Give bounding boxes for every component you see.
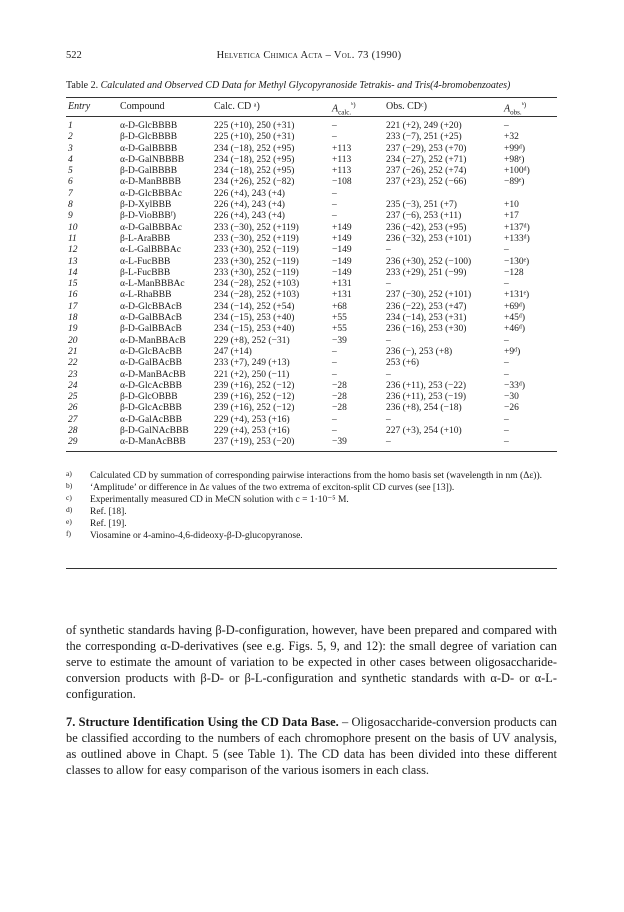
cell-acalc: −149 bbox=[332, 245, 352, 256]
col-compound: Compound bbox=[120, 101, 165, 112]
cell-calc: 234 (−18), 252 (+95) bbox=[214, 166, 295, 177]
cell-obs: 233 (+29), 251 (−99) bbox=[386, 267, 467, 278]
cell-acalc: +55 bbox=[332, 313, 347, 324]
cell-acalc: +55 bbox=[332, 324, 347, 335]
cell-aobs: +46ᵈ) bbox=[504, 324, 525, 335]
cell-compound: α-D-ManBBAcB bbox=[120, 335, 186, 346]
cell-compound: α-D-GlcBBAcB bbox=[120, 301, 182, 312]
cell-compound: β-D-GalNAcBBB bbox=[120, 426, 189, 437]
table-caption bbox=[66, 80, 566, 91]
table-row bbox=[66, 347, 557, 358]
cell-aobs: +17 bbox=[504, 211, 519, 222]
cell-compound: β-D-GlcBBBB bbox=[120, 132, 178, 143]
cell-calc: 247 (+14) bbox=[214, 346, 252, 357]
table-row bbox=[66, 336, 557, 347]
table-row bbox=[66, 166, 557, 177]
cell-entry: 28 bbox=[68, 426, 78, 437]
cell-acalc: – bbox=[332, 414, 337, 425]
cell-obs: 236 (−42), 253 (+95) bbox=[386, 222, 467, 233]
cell-entry: 25 bbox=[68, 392, 78, 403]
cell-entry: 4 bbox=[68, 154, 73, 165]
cell-aobs: −128 bbox=[504, 267, 524, 278]
cell-calc: 233 (+30), 252 (−119) bbox=[214, 256, 299, 267]
col-aobs-symbol: A bbox=[504, 103, 511, 115]
col-acalc-symbol: A bbox=[332, 103, 339, 115]
cell-acalc: −149 bbox=[332, 267, 352, 278]
cell-aobs: +98ᵉ) bbox=[504, 154, 525, 165]
cell-aobs: – bbox=[504, 426, 509, 437]
footnote-text: Viosamine or 4-amino-4,6-dideoxy-β-D-glucopyranose. bbox=[90, 531, 303, 541]
footnote-mark: d) bbox=[66, 505, 73, 514]
col-obs: Obs. CDᶜ) bbox=[386, 101, 427, 112]
table-row bbox=[66, 403, 557, 414]
cell-entry: 20 bbox=[68, 335, 78, 346]
table-row bbox=[66, 257, 557, 268]
footnote-text: Experimentally measured CD in MeCN solution with c = 1·10⁻⁵ M. bbox=[90, 495, 349, 505]
cell-compound: α-D-ManAcBBB bbox=[120, 437, 186, 448]
cell-calc: 233 (+30), 252 (−119) bbox=[214, 267, 299, 278]
cell-aobs: +69ᵈ) bbox=[504, 301, 525, 312]
page-number: 522 bbox=[66, 50, 82, 61]
cell-compound: β-D-GalBBBB bbox=[120, 166, 178, 177]
table-row bbox=[66, 392, 557, 403]
cell-aobs: −30 bbox=[504, 392, 519, 403]
table-row bbox=[66, 189, 557, 200]
cell-calc: 234 (+26), 252 (−82) bbox=[214, 177, 295, 188]
table-row bbox=[66, 121, 557, 132]
cell-compound: β-L-AraBBB bbox=[120, 233, 171, 244]
table-column-headers bbox=[66, 101, 557, 115]
cell-calc: 233 (+7), 249 (+13) bbox=[214, 358, 290, 369]
cell-compound: β-D-XylBBB bbox=[120, 200, 172, 211]
table-row bbox=[66, 268, 557, 279]
table-row bbox=[66, 381, 557, 392]
cell-compound: α-L-FucBBB bbox=[120, 256, 171, 267]
cell-obs: 236 (+30), 252 (−100) bbox=[386, 256, 472, 267]
cell-aobs: – bbox=[504, 245, 509, 256]
cell-compound: α-D-GalBBAcB bbox=[120, 313, 182, 324]
cell-acalc: – bbox=[332, 132, 337, 143]
cell-acalc: +149 bbox=[332, 222, 352, 233]
cell-aobs: – bbox=[504, 369, 509, 380]
section-heading: 7. Structure Identification Using the CD Data Base. bbox=[66, 715, 339, 729]
table-row bbox=[66, 358, 557, 369]
cell-calc: 234 (−28), 252 (+103) bbox=[214, 279, 300, 290]
footnote bbox=[66, 518, 557, 530]
cell-aobs: – bbox=[504, 437, 509, 448]
cell-aobs: +10 bbox=[504, 200, 519, 211]
cell-aobs: +99ᵈ) bbox=[504, 143, 525, 154]
table-row bbox=[66, 279, 557, 290]
body-paragraph-2 bbox=[66, 714, 557, 778]
cell-compound: α-D-GalBBBB bbox=[120, 143, 178, 154]
cell-entry: 17 bbox=[68, 301, 78, 312]
cell-entry: 9 bbox=[68, 211, 73, 222]
section-text: – Oligosaccharide-conversion products can be classified according to the numbers of each chromophore present on the basis of UV analysis, as outlined above in Chapt. 5 (see Table 1). The CD data has been divided into these different classes to allow for easy comparison of the various isomers in each class. bbox=[66, 715, 558, 777]
cell-calc: 226 (+4), 243 (+4) bbox=[214, 200, 285, 211]
table-row bbox=[66, 302, 557, 313]
footnote bbox=[66, 530, 557, 542]
cell-obs: 221 (+2), 249 (+20) bbox=[386, 121, 462, 131]
cell-entry: 5 bbox=[68, 166, 73, 177]
table-row bbox=[66, 426, 557, 437]
col-aobs-sup: ᵇ) bbox=[521, 101, 527, 109]
table-row bbox=[66, 155, 557, 166]
cell-entry: 18 bbox=[68, 313, 78, 324]
cell-obs: 234 (−27), 252 (+71) bbox=[386, 154, 467, 165]
cell-entry: 26 bbox=[68, 403, 78, 414]
footnote-mark: a) bbox=[66, 469, 72, 478]
table-footnotes bbox=[66, 470, 557, 542]
col-aobs-sub: obs. bbox=[510, 108, 522, 117]
cell-calc: 229 (+4), 253 (+16) bbox=[214, 426, 290, 437]
cell-entry: 11 bbox=[68, 233, 77, 244]
cell-calc: 233 (+30), 252 (−119) bbox=[214, 245, 299, 256]
footnote-end-rule bbox=[66, 568, 557, 569]
cell-entry: 14 bbox=[68, 267, 78, 278]
cell-entry: 22 bbox=[68, 358, 78, 369]
footnote-mark: f) bbox=[66, 529, 71, 538]
footnote-text: ‘Amplitude’ or difference in Δε values of the two extrema of exciton-split CD curves (see [13]). bbox=[90, 483, 455, 493]
cell-acalc: – bbox=[332, 200, 337, 211]
table-row bbox=[66, 437, 557, 448]
col-acalc-sup: ᵇ) bbox=[351, 101, 356, 109]
cell-entry: 1 bbox=[68, 121, 73, 131]
cell-aobs: +45ᵈ) bbox=[504, 313, 525, 324]
footnote-text: Ref. [19]. bbox=[90, 519, 127, 529]
table-row bbox=[66, 144, 557, 155]
cell-obs: 236 (−), 253 (+8) bbox=[386, 346, 453, 357]
cell-entry: 10 bbox=[68, 222, 78, 233]
cell-entry: 24 bbox=[68, 380, 78, 391]
table-row bbox=[66, 290, 557, 301]
cell-entry: 23 bbox=[68, 369, 78, 380]
cell-entry: 8 bbox=[68, 200, 73, 211]
cell-acalc: – bbox=[332, 346, 337, 357]
footnote bbox=[66, 494, 557, 506]
cell-aobs: – bbox=[504, 121, 509, 131]
cell-entry: 13 bbox=[68, 256, 78, 267]
cell-acalc: +68 bbox=[332, 301, 347, 312]
cell-aobs: −26 bbox=[504, 403, 519, 414]
footnote-mark: c) bbox=[66, 493, 72, 502]
cell-aobs: −130ᵉ) bbox=[504, 256, 530, 267]
cell-calc: 233 (−30), 252 (+119) bbox=[214, 222, 299, 233]
cell-compound: β-L-FucBBB bbox=[120, 267, 171, 278]
cell-compound: β-D-VioBBBᶠ) bbox=[120, 211, 176, 222]
footnote bbox=[66, 470, 557, 482]
cell-acalc: −39 bbox=[332, 335, 347, 346]
cell-compound: β-D-GlcOBBB bbox=[120, 392, 178, 403]
cell-calc: 239 (+16), 252 (−12) bbox=[214, 392, 295, 403]
table-row bbox=[66, 245, 557, 256]
cell-obs: 233 (−7), 251 (+25) bbox=[386, 132, 462, 143]
cell-entry: 19 bbox=[68, 324, 78, 335]
cell-acalc: – bbox=[332, 369, 337, 380]
cell-calc: 239 (+16), 252 (−12) bbox=[214, 380, 295, 391]
col-aobs bbox=[504, 101, 526, 116]
table-row bbox=[66, 177, 557, 188]
table-row bbox=[66, 132, 557, 143]
body-paragraph-1: of synthetic standards having β-D-configuration, however, have been prepared and compared with the corresponding α-D-derivatives (see e.g. Figs. 5, 9, and 12): the small degree of variation can serve to estimate the amount of variation to be expected in other cases between oligosaccharide-conversion products with β-D- or β-L-configuration and synthetic standards with α-D- or α-L-configuration. bbox=[66, 623, 557, 701]
cell-compound: β-D-GalBBAcB bbox=[120, 324, 182, 335]
cell-entry: 7 bbox=[68, 188, 73, 199]
cell-obs: 236 (+11), 253 (−22) bbox=[386, 380, 467, 391]
table-row bbox=[66, 223, 557, 234]
cell-compound: α-D-ManBAcBB bbox=[120, 369, 186, 380]
footnote-mark: e) bbox=[66, 517, 72, 526]
cell-entry: 15 bbox=[68, 279, 78, 290]
cell-compound: α-D-GlcBBBB bbox=[120, 121, 178, 131]
cell-compound: α-D-GalBAcBB bbox=[120, 358, 182, 369]
cell-obs: 237 (−30), 252 (+101) bbox=[386, 290, 472, 301]
cell-aobs: – bbox=[504, 414, 509, 425]
cell-obs: 234 (−14), 253 (+31) bbox=[386, 313, 467, 324]
cell-obs: 227 (+3), 254 (+10) bbox=[386, 426, 462, 437]
cell-calc: 221 (+2), 250 (−11) bbox=[214, 369, 290, 380]
cell-compound: α-D-GlcBBBAc bbox=[120, 188, 182, 199]
cell-calc: 226 (+4), 243 (+4) bbox=[214, 188, 285, 199]
table-row bbox=[66, 234, 557, 245]
footnote-mark: b) bbox=[66, 481, 73, 490]
cell-compound: α-D-GalNBBBB bbox=[120, 154, 185, 165]
cell-obs: 236 (+8), 254 (−18) bbox=[386, 403, 462, 414]
table-top-rule bbox=[66, 97, 557, 98]
cell-calc: 226 (+4), 243 (+4) bbox=[214, 211, 285, 222]
cell-compound: α-L-GalBBBAc bbox=[120, 245, 181, 256]
col-acalc-sub: calc. bbox=[338, 108, 352, 117]
cell-aobs: – bbox=[504, 358, 509, 369]
col-acalc bbox=[332, 101, 356, 116]
table-caption-label: Table 2. bbox=[66, 80, 99, 91]
cell-obs: 237 (−6), 253 (+11) bbox=[386, 211, 462, 222]
table-row bbox=[66, 370, 557, 381]
cell-calc: 239 (+16), 252 (−12) bbox=[214, 403, 295, 414]
cell-acalc: +131 bbox=[332, 279, 352, 290]
cell-obs: 236 (−32), 253 (+101) bbox=[386, 233, 472, 244]
cell-obs: – bbox=[386, 369, 391, 380]
cell-acalc: −108 bbox=[332, 177, 352, 188]
journal-title: Helvetica Chimica Acta – Vol. 73 (1990) bbox=[216, 50, 402, 61]
cell-entry: 12 bbox=[68, 245, 78, 256]
cell-compound: α-D-GlcBAcBB bbox=[120, 346, 182, 357]
cell-entry: 3 bbox=[68, 143, 73, 154]
cell-obs: – bbox=[386, 437, 391, 448]
col-entry: Entry bbox=[68, 101, 91, 112]
cell-obs: 237 (−26), 252 (+74) bbox=[386, 166, 467, 177]
cell-calc: 237 (+19), 253 (−20) bbox=[214, 437, 295, 448]
cell-obs: 236 (+11), 253 (−19) bbox=[386, 392, 467, 403]
footnote-text: Calculated CD by summation of corresponding pairwise interactions from the homo basis set (wavelength in nm (Δε)). bbox=[90, 471, 543, 481]
cell-calc: 234 (−14), 252 (+54) bbox=[214, 301, 295, 312]
table-row bbox=[66, 313, 557, 324]
footnote bbox=[66, 506, 557, 518]
cell-compound: α-L-RhaBBB bbox=[120, 290, 172, 301]
cell-compound: α-D-ManBBBB bbox=[120, 177, 181, 188]
cell-obs: 237 (−29), 253 (+70) bbox=[386, 143, 467, 154]
cell-acalc: – bbox=[332, 426, 337, 437]
footnote bbox=[66, 482, 557, 494]
cell-compound: α-D-GalBBBAc bbox=[120, 222, 182, 233]
cell-calc: 234 (−15), 253 (+40) bbox=[214, 324, 295, 335]
cell-calc: 233 (−30), 252 (+119) bbox=[214, 233, 299, 244]
table-row bbox=[66, 211, 557, 222]
cell-entry: 6 bbox=[68, 177, 73, 188]
cell-aobs: +133ᵈ) bbox=[504, 233, 530, 244]
cell-aobs: −33ᵈ) bbox=[504, 380, 525, 391]
cell-aobs: −89ᵉ) bbox=[504, 177, 525, 188]
cell-calc: 229 (+4), 253 (+16) bbox=[214, 414, 290, 425]
table-caption-text: Calculated and Observed CD Data for Methyl Glycopyranoside Tetrakis- and Tris(4-bromobenzoates) bbox=[100, 80, 511, 91]
cell-entry: 21 bbox=[68, 346, 78, 357]
cell-aobs: +137ᵈ) bbox=[504, 222, 530, 233]
cell-aobs: +100ᵈ) bbox=[504, 166, 530, 177]
cell-calc: 234 (−28), 252 (+103) bbox=[214, 290, 300, 301]
cell-acalc: −39 bbox=[332, 437, 347, 448]
cell-acalc: +113 bbox=[332, 143, 352, 154]
cell-calc: 229 (+8), 252 (−31) bbox=[214, 335, 290, 346]
cell-acalc: −28 bbox=[332, 380, 347, 391]
cell-obs: 235 (−3), 251 (+7) bbox=[386, 200, 457, 211]
cell-obs: 236 (−16), 253 (+30) bbox=[386, 324, 467, 335]
cell-obs: 236 (−22), 253 (+47) bbox=[386, 301, 467, 312]
cell-acalc: −28 bbox=[332, 403, 347, 414]
cell-calc: 234 (−18), 252 (+95) bbox=[214, 154, 295, 165]
cell-aobs: +9ᵈ) bbox=[504, 346, 521, 357]
cell-entry: 16 bbox=[68, 290, 78, 301]
cell-acalc: +113 bbox=[332, 166, 352, 177]
cell-compound: α-L-ManBBBAc bbox=[120, 279, 185, 290]
table-row bbox=[66, 324, 557, 335]
cell-entry: 29 bbox=[68, 437, 78, 448]
cell-obs: – bbox=[386, 335, 391, 346]
cell-calc: 234 (−15), 253 (+40) bbox=[214, 313, 295, 324]
cell-aobs: +131ᵉ) bbox=[504, 290, 530, 301]
cell-acalc: −28 bbox=[332, 392, 347, 403]
cell-acalc: +113 bbox=[332, 154, 352, 165]
cell-aobs: +32 bbox=[504, 132, 519, 143]
footnote-text: Ref. [18]. bbox=[90, 507, 127, 517]
cell-calc: 225 (+10), 250 (+31) bbox=[214, 121, 295, 131]
cell-obs: 253 (+6) bbox=[386, 358, 420, 369]
cell-acalc: – bbox=[332, 211, 337, 222]
cell-obs: – bbox=[386, 414, 391, 425]
cell-compound: α-D-GlcAcBBB bbox=[120, 380, 182, 391]
cell-aobs: – bbox=[504, 335, 509, 346]
col-calc: Calc. CD ᵃ) bbox=[214, 101, 260, 112]
cell-acalc: – bbox=[332, 121, 337, 131]
table-body bbox=[66, 121, 557, 449]
table-bottom-rule bbox=[66, 451, 557, 452]
cell-obs: – bbox=[386, 245, 391, 256]
cell-calc: 234 (−18), 252 (+95) bbox=[214, 143, 295, 154]
cell-acalc: +131 bbox=[332, 290, 352, 301]
cell-acalc: +149 bbox=[332, 233, 352, 244]
cell-entry: 27 bbox=[68, 414, 78, 425]
table-header-rule bbox=[66, 116, 557, 117]
cell-acalc: – bbox=[332, 188, 337, 199]
cell-entry: 2 bbox=[68, 132, 73, 143]
cell-obs: – bbox=[386, 279, 391, 290]
page-header bbox=[66, 50, 552, 64]
cell-compound: β-D-GlcAcBBB bbox=[120, 403, 182, 414]
cell-acalc: – bbox=[332, 358, 337, 369]
cell-compound: α-D-GalAcBBB bbox=[120, 414, 182, 425]
cell-acalc: −149 bbox=[332, 256, 352, 267]
table-row bbox=[66, 200, 557, 211]
cell-obs: 237 (+23), 252 (−66) bbox=[386, 177, 467, 188]
cell-calc: 225 (+10), 250 (+31) bbox=[214, 132, 295, 143]
table-row bbox=[66, 415, 557, 426]
cell-aobs: – bbox=[504, 279, 509, 290]
